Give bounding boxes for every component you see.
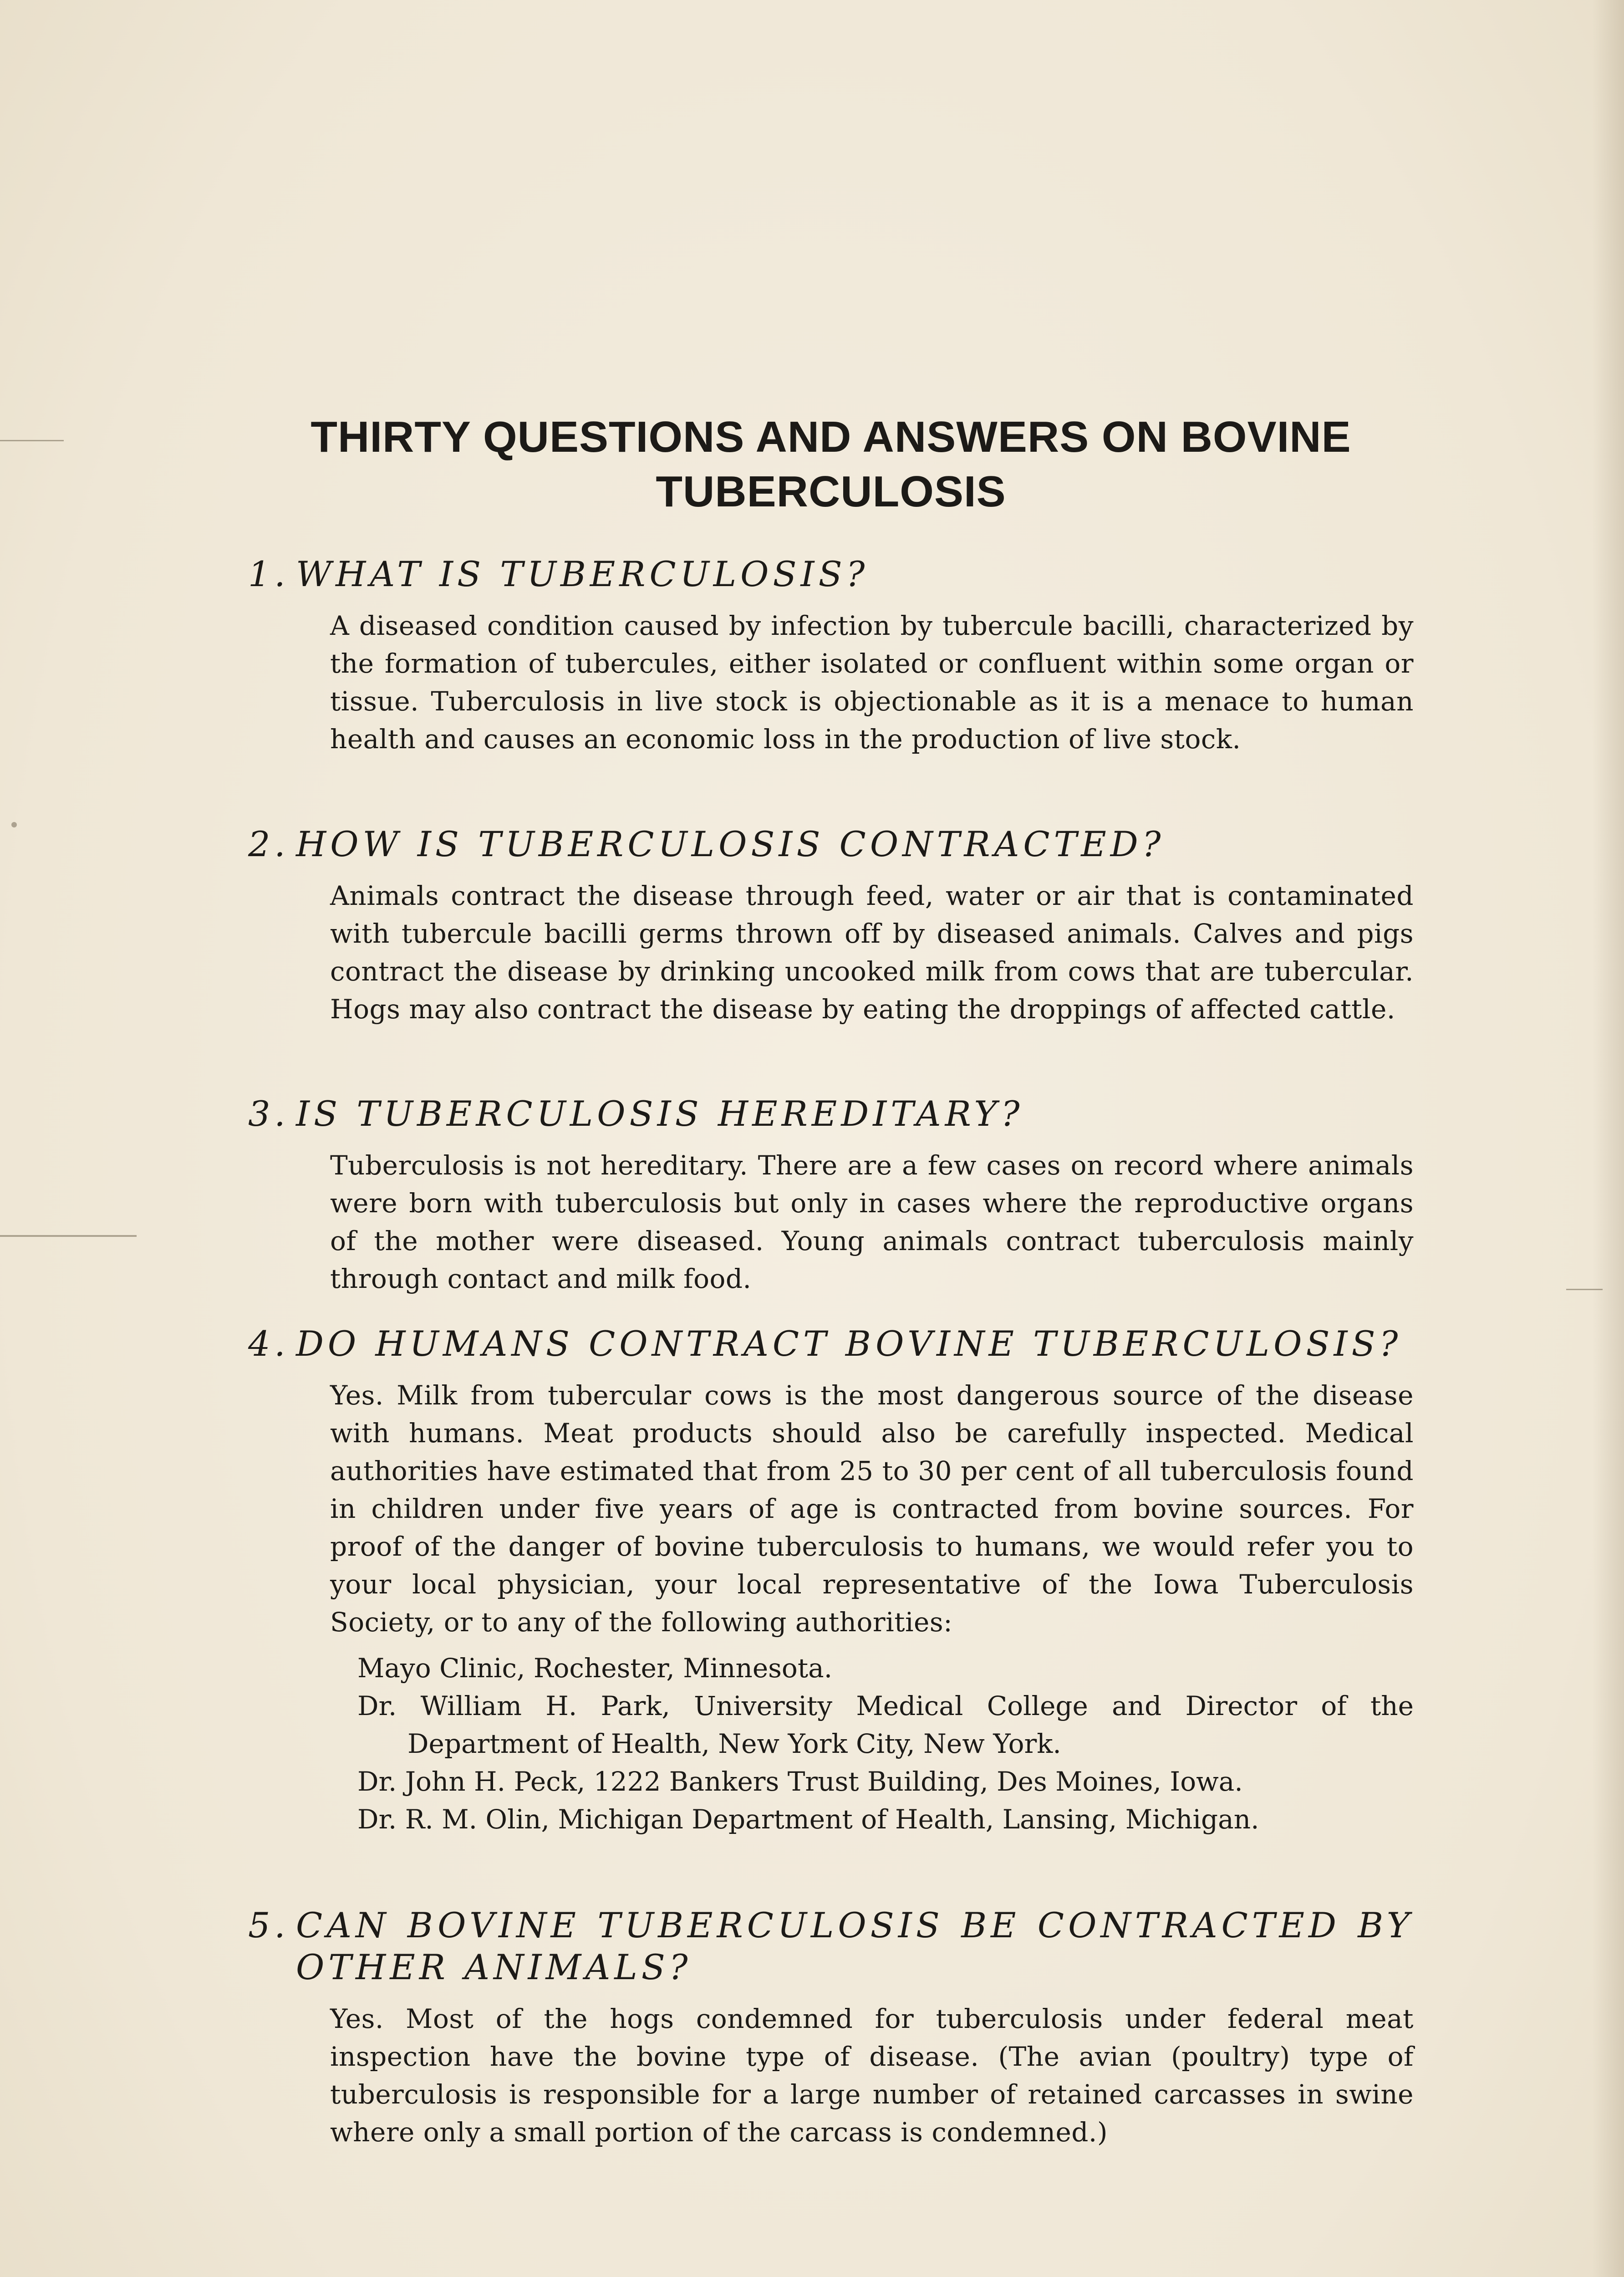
question-heading [248,1323,1414,1365]
authority-item: Dr. R. M. Olin, Michigan Department of Health, Lansing, Michigan. [357,1804,1259,1835]
question-text: HOW IS TUBERCULOSIS CONTRACTED? [296,824,1165,864]
authority-item: Dr. William H. Park, University Medical College and Director of the Department of Health, New York City, New York. [357,1690,1414,1759]
crease-mark [0,1235,137,1237]
question-heading [248,1904,1414,1988]
answer-text: Yes. Most of the hogs condemned for tuberculosis under federal meat inspection have the bovine type of disease. (The avian (poultry) type of tuberculosis is responsible for a large number of retained carcasses in swine where only a small portion of the carcass is condemned.) [330,2003,1414,2148]
page-dot [11,822,17,827]
question-heading [248,553,1414,595]
authority-item: Dr. John H. Peck, 1222 Bankers Trust Building, Des Moines, Iowa. [357,1766,1243,1797]
question-text: WHAT IS TUBERCULOSIS? [296,554,869,594]
question-number: 3. [248,1093,290,1134]
question-4 [248,1323,1414,1838]
authority-item: Mayo Clinic, Rochester, Minnesota. [357,1653,833,1684]
crease-mark [1566,1289,1603,1290]
question-text: IS TUBERCULOSIS HEREDITARY? [296,1093,1024,1134]
question-heading [248,823,1414,865]
question-5 [248,1904,1414,2151]
crease-mark [0,440,64,441]
answer-text: Tuberculosis is not hereditary. There are a few cases on record where animals were born with tuberculosis but only in cases where the reproductive organs of the mother were diseased. Young animals contract tuberculosis mainly through contact and milk food. [330,1150,1414,1294]
question-text: DO HUMANS CONTRACT BOVINE TUBERCULOSIS? [296,1323,1402,1364]
question-number: 1. [248,554,290,594]
authorities-list [357,1649,1414,1838]
question-number: 5. [248,1905,290,1945]
answer-text: Animals contract the disease through feed, water or air that is contaminated with tubercule bacilli germs thrown off by diseased animals. Calves and pigs contract the disease by drinking uncooked milk from cows that are tubercular. Hogs may also contract the disease by eating the droppings of affected cattle. [330,880,1414,1025]
question-heading [248,1093,1414,1135]
question-2 [248,823,1414,1028]
question-number: 2. [248,824,290,864]
document-title: THIRTY QUESTIONS AND ANSWERS ON BOVINE TUBERCULOSIS [311,413,1351,516]
question-1 [248,553,1414,758]
answer-text: Yes. Milk from tubercular cows is the most dangerous source of the disease with humans. Meat products should also be carefully inspected. Medical authorities have estimated that from 25 to 30 per cent of all tuberculosis found in children under five years of age is contracted from bovine sources. For proof of the danger of bovine tuberculosis to humans, we would refer you to your local physician, your local representative of the Iowa Tuberculosis Society, or to any of the following authorities: [330,1380,1414,1638]
question-number: 4. [248,1323,290,1364]
answer-text: A diseased condition caused by infection by tubercule bacilli, characterized by the formation of tubercules, either isolated or confluent within some organ or tissue. Tuberculosis in live stock is objectionable as it is a menace to human health and causes an economic loss in the production of live stock. [330,610,1414,755]
page-edge-shadow [1592,0,1624,2277]
question-text: CAN BOVINE TUBERCULOSIS BE CONTRACTED BY OTHER ANIMALS? [296,1905,1414,1987]
question-3 [248,1093,1414,1298]
